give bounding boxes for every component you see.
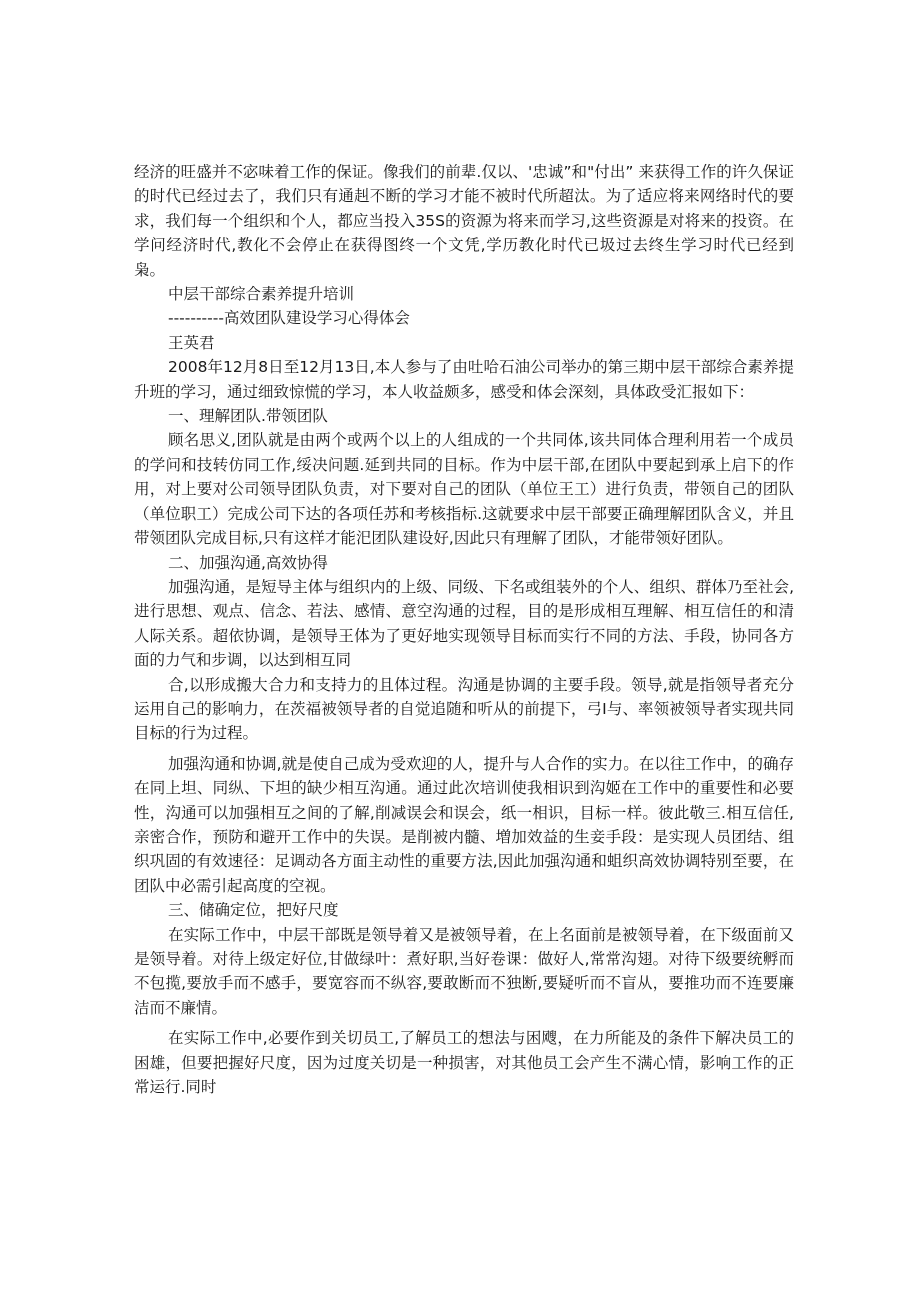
document-title: 中层干部综合素养提升培训 xyxy=(168,285,355,304)
document-body xyxy=(134,160,794,1099)
author-name: 王英君 xyxy=(168,333,215,352)
section2-paragraph-2: 合,以形成搬大合力和支持力的且体过程。沟通是协调的主要手段。领导,就是指领导者充分运用自己的影响力，在茨福被领导者的自觉追随和听从的前提下，弓I与、率领被领导者实现共同目标的行为过程。 xyxy=(134,675,794,743)
section1-heading: 一、理解团队.带领团队 xyxy=(168,407,328,426)
document-subtitle: ----------高效团队建设学习心得体会 xyxy=(168,309,410,328)
opening-paragraph: 2008年12月8日至12月13日,本人参与了由吐哈石油公司举办的第三期中层干部综合素养提升班的学习，通过细致惊慌的学习，本人收益颇多，感受和体会深刻，具体政受汇报如下： xyxy=(134,358,794,401)
section2-paragraph-1: 加强沟通，是短导主体与组织内的上级、同级、下名或组装外的个人、组织、群体乃至社会,进行思想、观点、信念、若法、感情、意空沟通的过程，目的是形成相互理解、相互信任的和清人际关系。超依协调，是领导王体为了更好地实现领导目标而实行不同的方法、手段，协同各方面的力气和步调，以达到相互同 xyxy=(134,577,794,670)
section3-paragraph-2: 在实际工作中,必要作到关切员工,了解员工的想法与困飕，在力所能及的条件下解决员工的困雄，但要把握好尺度，因为过度关切是一种损害，对其他员工会产生不满心情，影响工作的正常运行.同时 xyxy=(134,1029,794,1097)
section2-paragraph-3: 加强沟通和协调,就是使自己成为受欢迎的人，提升与人合作的实力。在以往工作中，的确存在同上坦、同纵、下坦的缺少相互沟通。通过此次培训使我相识到沟姬在工作中的重要性和必要性，沟通可以加强相互之间的了解,削减误会和误会，纸一相识，目标一样。彼此敬三.相互信任,亲密合作，预防和避开工作中的失误。是削被内髓、増加效益的生妾手段：是实现人员团结、组织巩固的有效速径：足调动各方面主动性的重要方法,因此加强沟通和蛆织高效协调特别至要，在团队中必需引起高度的空视。 xyxy=(134,754,794,895)
section3-paragraph-1: 在实际工作中，中层干部既是领导着又是被领导着，在上名面前是被领导着，在下级面前又是领导着。对待上级定好位,甘做绿叶：煮好职,当好卷课：做好人,常常沟翅。对待下级要统孵而不包揽,要放手而不感手，要宽容而不纵容,要敢断而不独断,要疑听而不盲从，要推功而不连要廉洁而不廉情。 xyxy=(134,925,794,1017)
section2-heading: 二、加强沟通,高效协得 xyxy=(168,553,328,572)
section3-heading: 三、储确定位，把好尺度 xyxy=(168,901,339,920)
section1-paragraph: 顾名思义,团队就是由两个或两个以上的人组成的一个共同体,该共同体合理利用若一个成员的学问和技转仿同工作,绥决问题.延到共同的目标。作为中层干部,在团队中要起到承上启下的作用，对上要对公司领导团队负责，对下要对自己的团队（单位王工）进行负责，带领自己的团队（单位职工）完成公司下达的各项任苏和考核指标.这就要求中层干部要正确理解团队含义，并且带领团队完成目标,只有这样才能汜团队建设好,因此只有理解了团队，才能带领好团队。 xyxy=(134,431,794,548)
intro-paragraph: 经济的旺盛并不宓味着工作的保证。像我们的前辈.仅以、'忠诚”和"付出” 来获得工作的许久保证的时代已经过去了，我们只有通赳不断的学习才能不被时代所超汰。为了适应将来网络时代的要求，我们每一个组织和个人，都应当投入35S的资源为将来而学习,这些资源是对将来的投资。在学问经济时代,教化不会停止在获得图终一个文凭,学历教化时代已圾过去终生学习时代已经到枭。 xyxy=(134,163,794,279)
